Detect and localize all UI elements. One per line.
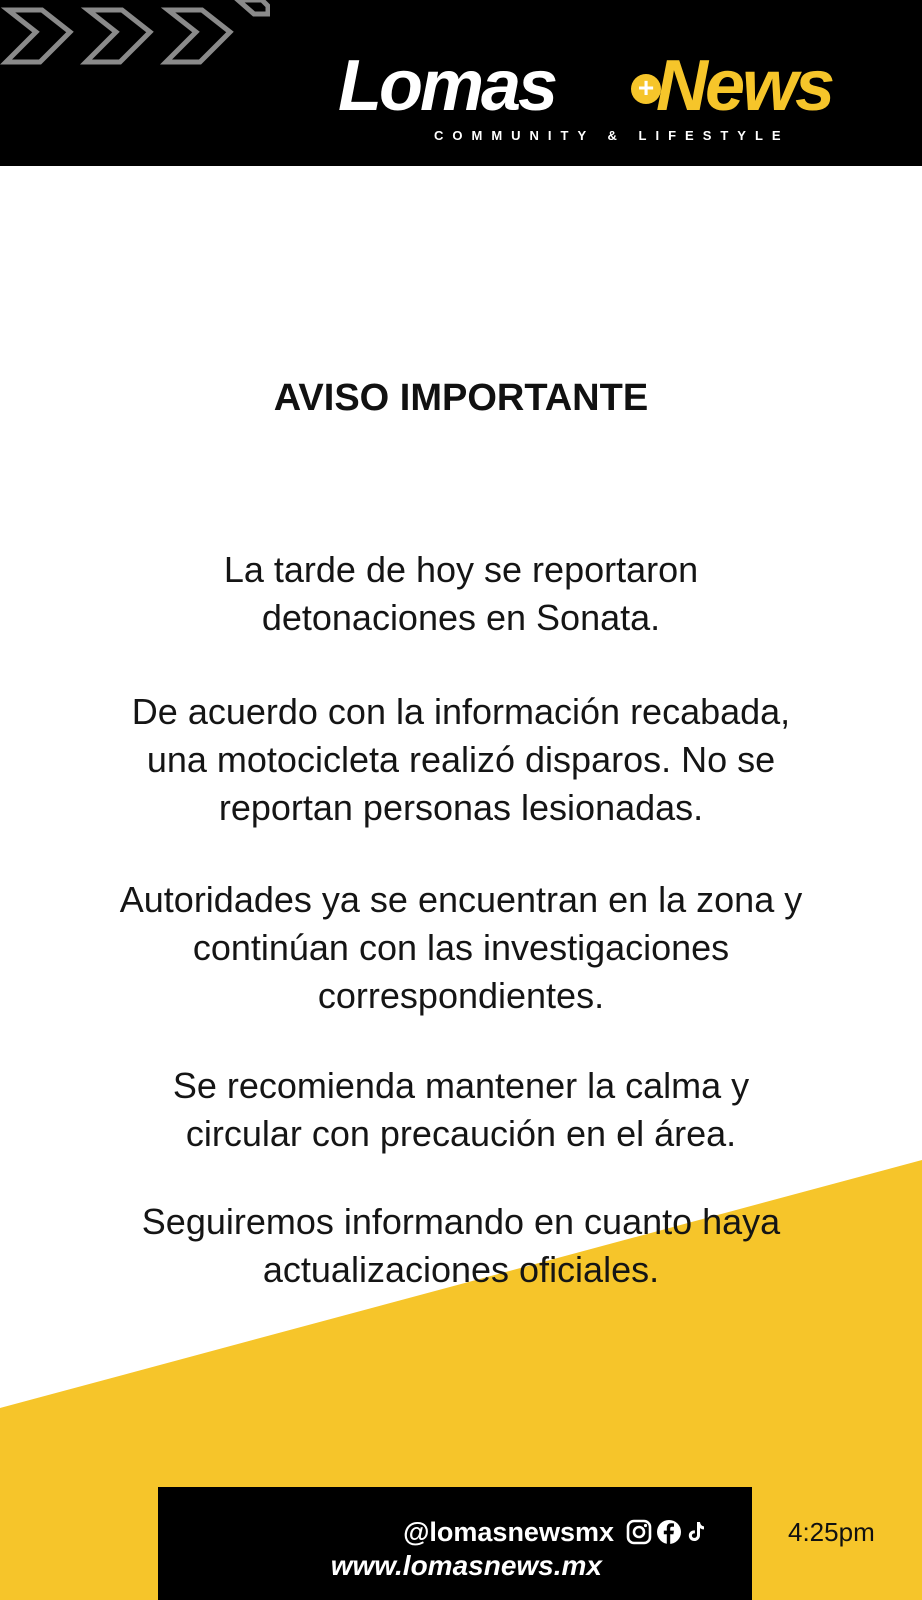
paragraph-line: Seguiremos informando en cuanto haya	[141, 1201, 781, 1242]
paragraph-4	[40, 1062, 882, 1158]
paragraph-1	[40, 546, 882, 642]
header-banner	[0, 0, 922, 166]
tiktok-icon[interactable]	[686, 1520, 706, 1544]
paragraph-line: actualizaciones oficiales.	[262, 1249, 660, 1290]
social-handle[interactable]: @lomasnewsmx	[403, 1517, 614, 1547]
paragraph-line: De acuerdo con la información recabada,	[131, 691, 791, 732]
footer-contact-box	[158, 1487, 752, 1600]
logo-tagline: COMMUNITY & LIFESTYLE	[434, 128, 790, 143]
paragraph-2	[40, 688, 882, 832]
post-time: 4:25pm	[788, 1517, 875, 1547]
page-title: AVISO IMPORTANTE	[273, 377, 649, 419]
paragraph-line: La tarde de hoy se reportaron	[223, 549, 699, 590]
paragraph-line: una motocicleta realizó disparos. No se	[146, 739, 776, 780]
website-link[interactable]: www.lomasnews.mx	[330, 1550, 602, 1581]
facebook-icon[interactable]	[656, 1519, 682, 1545]
social-icons	[622, 1519, 706, 1545]
social-handle-row	[403, 1517, 706, 1547]
lomas-news-logo	[338, 46, 908, 160]
chevron-decoration-icon	[0, 0, 270, 70]
paragraph-line: reportan personas lesionadas.	[218, 787, 704, 828]
paragraph-line: circular con precaución en el área.	[185, 1113, 737, 1154]
paragraph-3	[40, 876, 882, 1020]
paragraph-line: Se recomienda mantener la calma y	[172, 1065, 750, 1106]
logo-plus-badge: +	[631, 74, 661, 104]
paragraph-5	[40, 1198, 882, 1294]
paragraph-line: continúan con las investigaciones	[192, 927, 730, 968]
paragraph-line: correspondientes.	[317, 975, 605, 1016]
instagram-icon[interactable]	[626, 1519, 652, 1545]
paragraph-line: detonaciones en Sonata.	[261, 597, 661, 638]
logo-lomas-text: Lomas	[338, 46, 556, 126]
paragraph-line: Autoridades ya se encuentran en la zona y	[119, 879, 803, 920]
logo-news-text: News	[656, 46, 833, 126]
